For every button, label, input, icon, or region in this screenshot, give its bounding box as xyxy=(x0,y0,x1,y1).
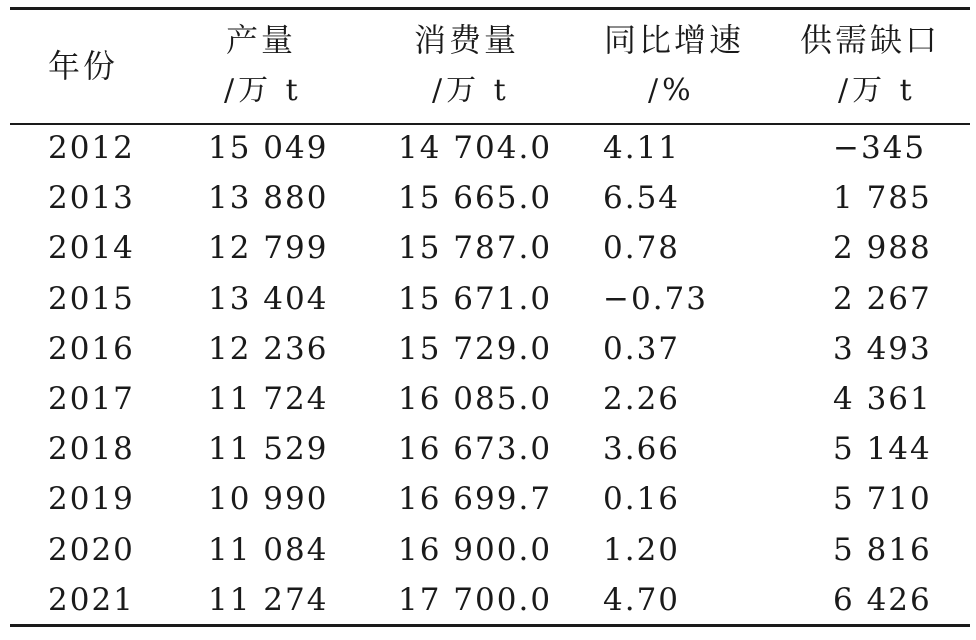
cell-growth: 6.54 xyxy=(603,180,681,217)
cell-consumption: 17 700.0 xyxy=(398,581,553,618)
cell-consumption: 14 704.0 xyxy=(398,130,553,166)
cell-consumption: 16 673.0 xyxy=(398,431,553,468)
cell-growth: 3.66 xyxy=(603,431,681,468)
cell-gap: 5 144 xyxy=(833,431,932,468)
cell-growth: 1.20 xyxy=(603,531,681,568)
cell-gap: 6 426 xyxy=(833,581,932,618)
cell-gap: 2 988 xyxy=(833,230,932,267)
cell-gap: 3 493 xyxy=(833,330,932,367)
cell-production: 12 236 xyxy=(208,330,329,367)
cell-production: 12 799 xyxy=(208,230,329,267)
cell-production: 13 880 xyxy=(208,180,329,217)
cell-consumption: 15 787.0 xyxy=(398,230,553,267)
cell-gap: 1 785 xyxy=(833,180,932,217)
cell-growth: 0.37 xyxy=(603,330,681,367)
cell-year: 2020 xyxy=(48,531,135,568)
top-rule xyxy=(10,7,970,10)
cell-gap: −345 xyxy=(833,130,927,166)
header-growth-unit: /% xyxy=(648,73,695,108)
cell-gap: 2 267 xyxy=(833,280,932,317)
cell-growth: 4.11 xyxy=(603,130,681,166)
header-growth: 同比增速 xyxy=(604,21,745,59)
cell-consumption: 16 699.7 xyxy=(398,481,553,518)
cell-consumption: 15 665.0 xyxy=(398,180,553,217)
cell-consumption: 16 085.0 xyxy=(398,381,553,417)
cell-production: 11 724 xyxy=(208,381,329,417)
cell-growth: 2.26 xyxy=(603,381,681,417)
cell-production: 15 049 xyxy=(208,130,329,166)
cell-year: 2018 xyxy=(48,431,135,468)
cell-year: 2014 xyxy=(48,230,135,267)
cell-production: 10 990 xyxy=(208,481,329,518)
header-production-unit: /万 t xyxy=(224,73,302,108)
cell-gap: 5 710 xyxy=(833,481,932,518)
cell-consumption: 16 900.0 xyxy=(398,531,553,568)
header-rule xyxy=(10,123,970,125)
header-gap: 供需缺口 xyxy=(800,21,941,59)
cell-gap: 4 361 xyxy=(833,381,932,417)
cell-production: 11 274 xyxy=(208,581,329,618)
cell-growth: 4.70 xyxy=(603,581,681,618)
cell-gap: 5 816 xyxy=(833,531,932,568)
cell-year: 2016 xyxy=(48,330,135,367)
cell-production: 11 529 xyxy=(208,431,329,468)
cell-year: 2017 xyxy=(48,381,135,417)
cell-production: 11 084 xyxy=(208,531,329,568)
cell-year: 2012 xyxy=(48,130,135,166)
cell-growth: 0.78 xyxy=(603,230,681,267)
cell-consumption: 15 729.0 xyxy=(398,330,553,367)
cell-year: 2013 xyxy=(48,180,135,217)
header-consumption: 消费量 xyxy=(414,21,520,59)
cell-growth: 0.16 xyxy=(603,481,681,518)
cell-production: 13 404 xyxy=(208,280,329,317)
bottom-rule xyxy=(10,624,970,627)
cell-consumption: 15 671.0 xyxy=(398,280,553,317)
cell-growth: −0.73 xyxy=(603,280,708,317)
cell-year: 2015 xyxy=(48,280,135,317)
cell-year: 2019 xyxy=(48,481,135,518)
cell-year: 2021 xyxy=(48,581,135,618)
header-year: 年份 xyxy=(48,47,119,85)
header-production: 产量 xyxy=(226,21,297,59)
header-gap-unit: /万 t xyxy=(838,73,916,108)
header-consumption-unit: /万 t xyxy=(432,73,510,108)
